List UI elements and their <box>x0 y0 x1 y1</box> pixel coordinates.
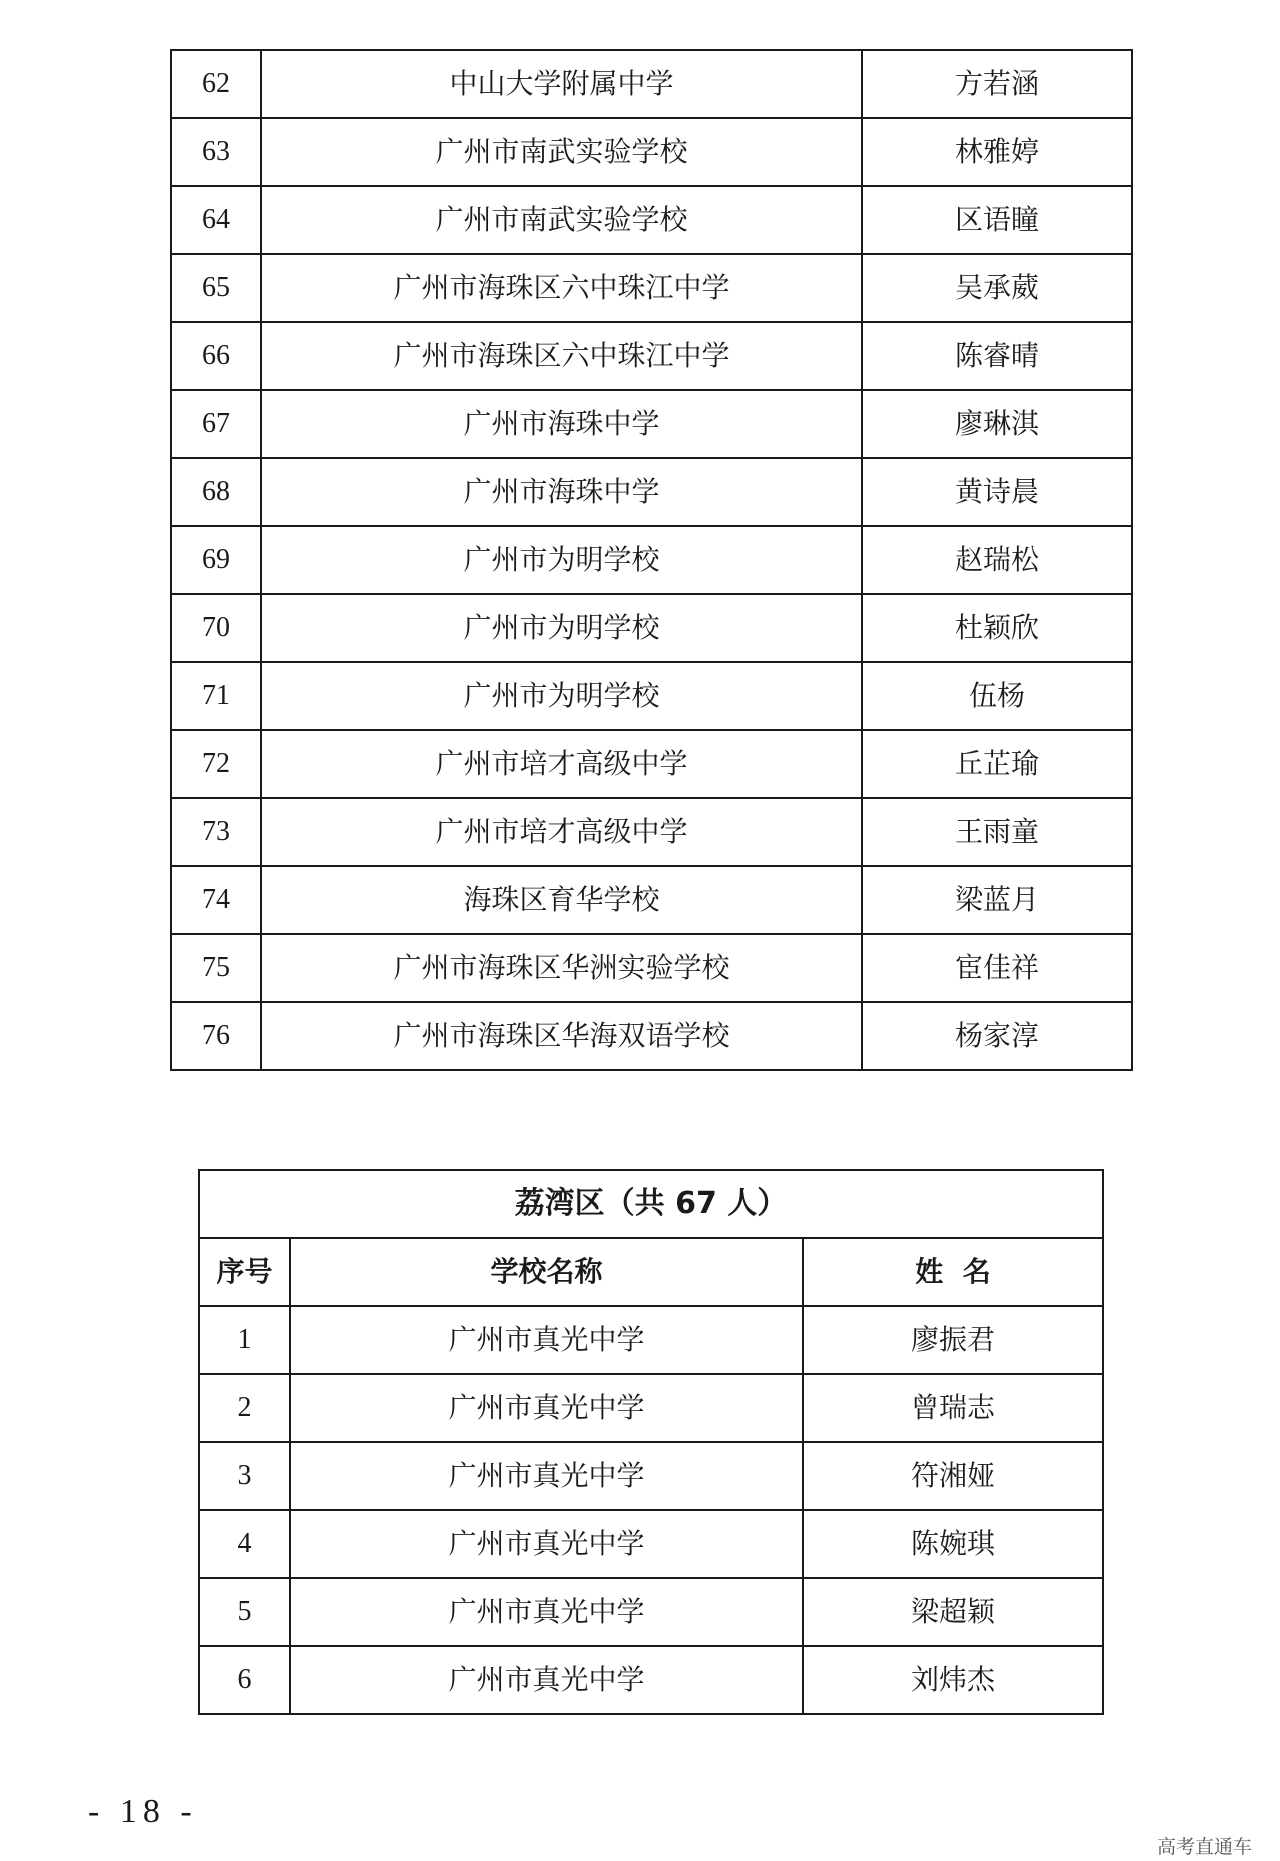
row-number: 68 <box>171 458 261 526</box>
table-row <box>199 1578 1103 1646</box>
row-number: 62 <box>171 50 261 118</box>
student-name: 陈睿晴 <box>862 322 1132 390</box>
student-name: 区语瞳 <box>862 186 1132 254</box>
row-number: 2 <box>199 1374 290 1442</box>
school-name: 广州市真光中学 <box>290 1510 803 1578</box>
table-body <box>171 50 1132 1070</box>
row-number: 72 <box>171 730 261 798</box>
section-title-row <box>199 1170 1103 1238</box>
school-name: 海珠区育华学校 <box>261 866 862 934</box>
school-name: 广州市为明学校 <box>261 662 862 730</box>
school-name: 广州市为明学校 <box>261 526 862 594</box>
row-number: 70 <box>171 594 261 662</box>
page-number: - 18 - <box>88 1793 198 1830</box>
row-number: 64 <box>171 186 261 254</box>
watermark: 高考直通车 <box>1156 1836 1252 1858</box>
school-name: 广州市培才高级中学 <box>261 730 862 798</box>
table-row <box>171 186 1132 254</box>
student-name: 宦佳祥 <box>862 934 1132 1002</box>
student-name: 林雅婷 <box>862 118 1132 186</box>
table-row <box>171 254 1132 322</box>
student-table-continued <box>170 49 1133 1071</box>
row-number: 67 <box>171 390 261 458</box>
student-name: 吴承葳 <box>862 254 1132 322</box>
school-name: 广州市南武实验学校 <box>261 186 862 254</box>
table-head <box>199 1170 1103 1306</box>
row-number: 4 <box>199 1510 290 1578</box>
school-name: 广州市海珠中学 <box>261 390 862 458</box>
student-name: 杜颖欣 <box>862 594 1132 662</box>
table-row <box>171 390 1132 458</box>
table-row <box>171 730 1132 798</box>
school-name: 广州市南武实验学校 <box>261 118 862 186</box>
row-number: 73 <box>171 798 261 866</box>
student-name: 黄诗晨 <box>862 458 1132 526</box>
table-row <box>171 662 1132 730</box>
row-number: 6 <box>199 1646 290 1714</box>
student-name: 曾瑞志 <box>803 1374 1103 1442</box>
school-name: 广州市真光中学 <box>290 1306 803 1374</box>
table-row <box>171 594 1132 662</box>
student-name: 王雨童 <box>862 798 1132 866</box>
row-number: 63 <box>171 118 261 186</box>
row-number: 3 <box>199 1442 290 1510</box>
table-row <box>199 1374 1103 1442</box>
table-row <box>171 458 1132 526</box>
school-name: 广州市真光中学 <box>290 1374 803 1442</box>
row-number: 65 <box>171 254 261 322</box>
column-header-number: 序号 <box>199 1238 290 1306</box>
school-name: 中山大学附属中学 <box>261 50 862 118</box>
school-name: 广州市真光中学 <box>290 1442 803 1510</box>
student-name: 方若涵 <box>862 50 1132 118</box>
row-number: 69 <box>171 526 261 594</box>
row-number: 75 <box>171 934 261 1002</box>
school-name: 广州市海珠区华洲实验学校 <box>261 934 862 1002</box>
student-name: 廖琳淇 <box>862 390 1132 458</box>
table-row <box>171 50 1132 118</box>
row-number: 5 <box>199 1578 290 1646</box>
school-name: 广州市海珠区六中珠江中学 <box>261 322 862 390</box>
school-name: 广州市培才高级中学 <box>261 798 862 866</box>
school-name: 广州市真光中学 <box>290 1578 803 1646</box>
section-title: 荔湾区（共 67 人） <box>199 1170 1103 1238</box>
table-row <box>199 1510 1103 1578</box>
row-number: 66 <box>171 322 261 390</box>
row-number: 1 <box>199 1306 290 1374</box>
school-name: 广州市真光中学 <box>290 1646 803 1714</box>
school-name: 广州市海珠区华海双语学校 <box>261 1002 862 1070</box>
row-number: 76 <box>171 1002 261 1070</box>
student-name: 刘炜杰 <box>803 1646 1103 1714</box>
row-number: 71 <box>171 662 261 730</box>
student-name: 廖振君 <box>803 1306 1103 1374</box>
school-name: 广州市为明学校 <box>261 594 862 662</box>
table-body <box>199 1306 1103 1714</box>
table-row <box>199 1306 1103 1374</box>
student-name: 梁超颖 <box>803 1578 1103 1646</box>
student-name: 符湘娅 <box>803 1442 1103 1510</box>
table-row <box>199 1442 1103 1510</box>
table-row <box>171 118 1132 186</box>
column-header-name: 姓 名 <box>803 1238 1103 1306</box>
student-name: 杨家淳 <box>862 1002 1132 1070</box>
liwan-district-table <box>198 1169 1104 1715</box>
table-row <box>171 866 1132 934</box>
table-row <box>171 1002 1132 1070</box>
column-header-school: 学校名称 <box>290 1238 803 1306</box>
table-row <box>171 526 1132 594</box>
header-row <box>199 1238 1103 1306</box>
school-name: 广州市海珠中学 <box>261 458 862 526</box>
school-name: 广州市海珠区六中珠江中学 <box>261 254 862 322</box>
student-name: 陈婉琪 <box>803 1510 1103 1578</box>
student-name: 丘芷瑜 <box>862 730 1132 798</box>
row-number: 74 <box>171 866 261 934</box>
table-row <box>171 322 1132 390</box>
table-row <box>171 934 1132 1002</box>
student-name: 赵瑞松 <box>862 526 1132 594</box>
table-row <box>171 798 1132 866</box>
student-name: 伍杨 <box>862 662 1132 730</box>
table-row <box>199 1646 1103 1714</box>
student-name: 梁蓝月 <box>862 866 1132 934</box>
